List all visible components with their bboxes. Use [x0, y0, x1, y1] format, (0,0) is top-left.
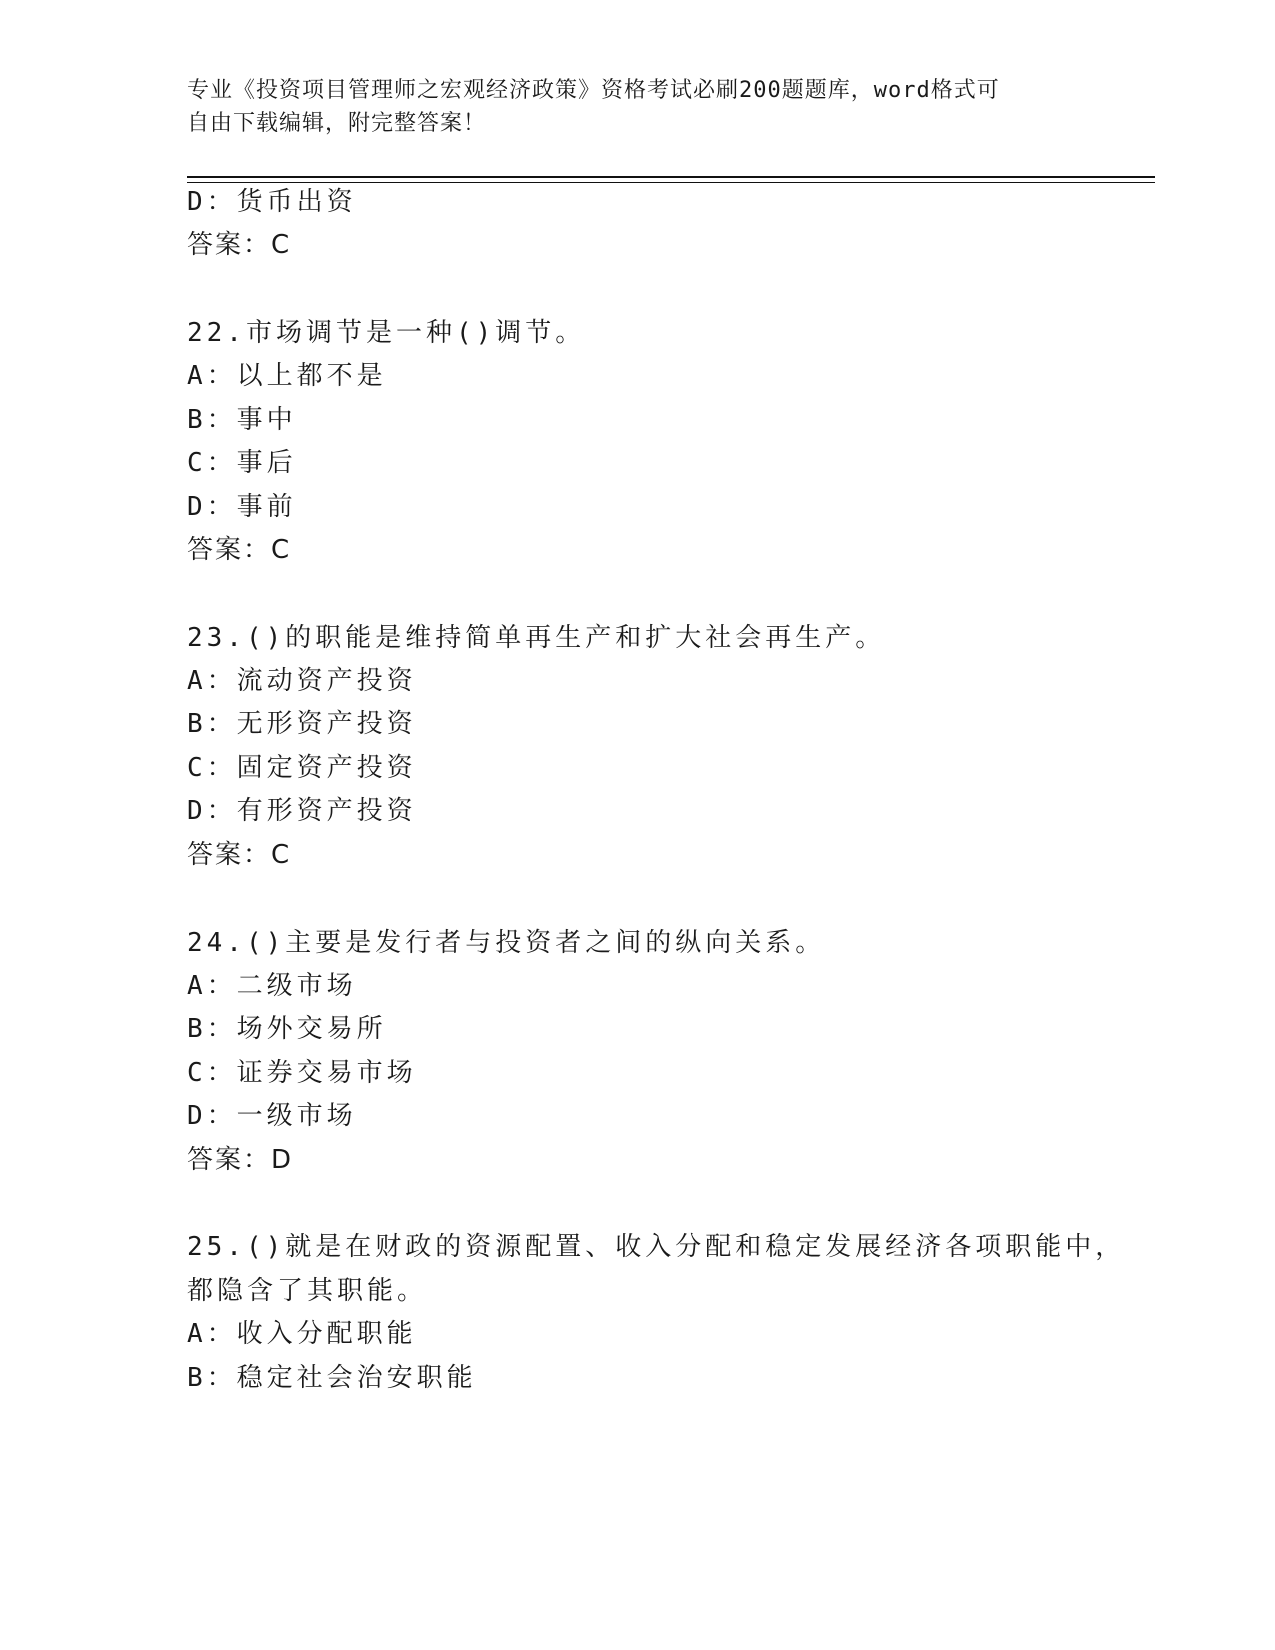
q25-option-a: A：收入分配职能	[187, 1319, 417, 1349]
q22-option-a: A：以上都不是	[187, 361, 387, 391]
q23-option-d: D：有形资产投资	[187, 796, 417, 826]
q22-option-c: C：事后	[187, 448, 297, 478]
q25-stem-line-1: 25.()就是在财政的资源配置、收入分配和稳定发展经济各项职能中，	[187, 1232, 1126, 1262]
q23-option-b: B：无形资产投资	[187, 709, 417, 739]
q24-option-c: C：证券交易市场	[187, 1058, 417, 1088]
q24-answer: 答案：D	[187, 1145, 294, 1175]
q22-answer: 答案：C	[187, 535, 292, 565]
q25-stem-line-2: 都隐含了其职能。	[187, 1276, 428, 1306]
header-line-2: 自由下载编辑，附完整答案！	[187, 111, 487, 136]
q23-option-a: A：流动资产投资	[187, 666, 417, 696]
q24-option-a: A：二级市场	[187, 971, 357, 1001]
q22-option-d: D：事前	[187, 492, 297, 522]
q24-option-d: D：一级市场	[187, 1101, 357, 1131]
header-divider-thin	[187, 182, 1155, 183]
q23-answer: 答案：C	[187, 840, 292, 870]
q25-option-b: B：稳定社会治安职能	[187, 1363, 477, 1393]
document-header	[187, 74, 1087, 140]
q21-answer: 答案：C	[187, 230, 292, 260]
q22-stem: 22.市场调节是一种()调节。	[187, 318, 586, 348]
header-line-1: 专业《投资项目管理师之宏观经济政策》资格考试必刷200题题库，word格式可	[187, 78, 1000, 103]
q21-option-d: D：货币出资	[187, 187, 357, 217]
q24-option-b: B：场外交易所	[187, 1014, 387, 1044]
q22-option-b: B：事中	[187, 405, 297, 435]
q24-stem: 24.()主要是发行者与投资者之间的纵向关系。	[187, 928, 826, 958]
q23-stem: 23.()的职能是维持简单再生产和扩大社会再生产。	[187, 623, 886, 653]
header-divider-thick	[187, 176, 1155, 178]
q23-option-c: C：固定资产投资	[187, 753, 417, 783]
